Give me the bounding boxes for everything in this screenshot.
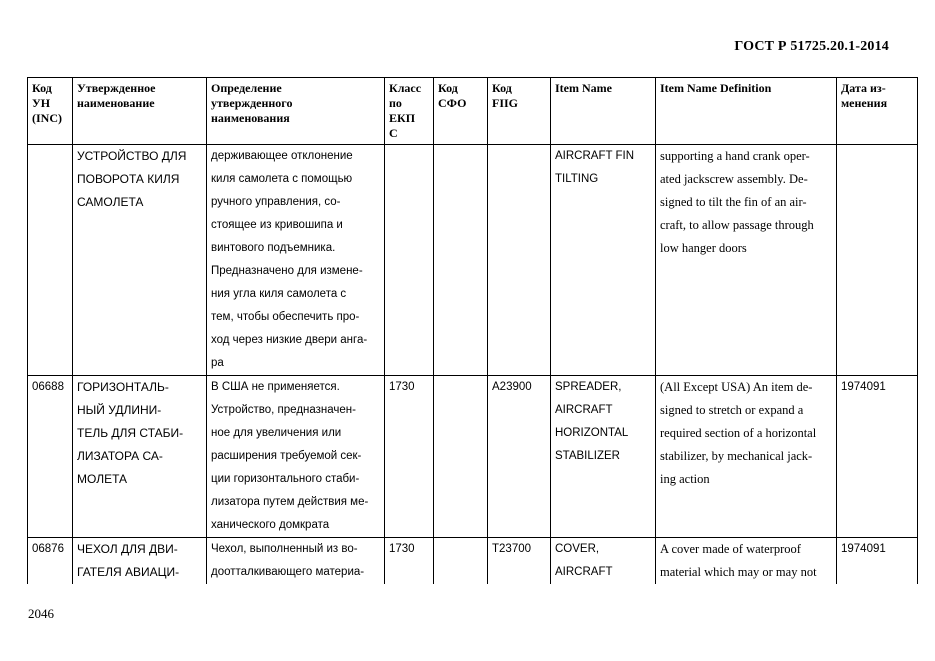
- header-text-line: Класс: [389, 81, 422, 95]
- cell-approved-name: [73, 145, 207, 376]
- cell-class: [385, 145, 434, 376]
- cell-text-line: material which may or may not: [660, 565, 817, 579]
- header-text-line: Код: [438, 81, 458, 95]
- cell-text-line: ханического домкрата: [211, 519, 330, 531]
- cell-text-line: ции горизонтального стаби-: [211, 473, 360, 485]
- cell-item-definition: [656, 538, 837, 585]
- cell-date: [837, 145, 918, 376]
- header-text-line: ЕКП: [389, 111, 416, 125]
- table-row: [28, 538, 918, 585]
- table-header-row: [28, 78, 918, 145]
- cell-text-line: УСТРОЙСТВО ДЛЯ: [77, 149, 187, 163]
- col-sfo-header: [434, 78, 488, 145]
- header-text-line: Код: [32, 81, 52, 95]
- catalog-table: [27, 77, 918, 584]
- cell-item-definition: [656, 376, 837, 538]
- cell-text-line: AIRCRAFT FIN: [555, 150, 635, 162]
- header-text-line: наименования: [211, 111, 290, 125]
- cell-text-line: ing action: [660, 472, 710, 486]
- col-date-header: [837, 78, 918, 145]
- cell-text-line: TILTING: [555, 173, 599, 185]
- header-text-line: Item Name Definition: [660, 81, 772, 95]
- cell-text-line: ГОРИЗОНТАЛЬ-: [77, 380, 169, 394]
- cell-text-line: ГАТЕЛЯ АВИАЦИ-: [77, 565, 180, 579]
- header-text-line: утвержденного: [211, 96, 293, 110]
- cell-fiig: [488, 145, 551, 376]
- cell-approved-name: [73, 376, 207, 538]
- col-name-header: [73, 78, 207, 145]
- cell-text-line: HORIZONTAL: [555, 427, 629, 439]
- cell-text-line: stabilizer, by mechanical jack-: [660, 449, 813, 463]
- cell-text-line: Устройство, предназначен-: [211, 404, 356, 416]
- cell-item-name: [551, 538, 656, 585]
- cell-definition: [207, 538, 385, 585]
- cell-text-line: craft, to allow passage through: [660, 218, 814, 232]
- header-text-line: Код: [492, 81, 512, 95]
- cell-text-line: signed to stretch or expand a: [660, 403, 804, 417]
- header-text-line: Дата из-: [841, 81, 886, 95]
- cell-text-line: (All Except USA) An item de-: [660, 380, 813, 394]
- col-fiig-header: [488, 78, 551, 145]
- cell-definition: [207, 376, 385, 538]
- cell-text-line: ное для увеличения или: [211, 427, 342, 439]
- cell-sfo: [434, 145, 488, 376]
- cell-text-line: A cover made of waterproof: [660, 542, 801, 556]
- cell-inc: 06876: [28, 538, 73, 585]
- cell-text-line: AIRCRAFT: [555, 566, 613, 578]
- cell-text-line: COVER,: [555, 543, 600, 555]
- cell-text-line: лизатора путем действия ме-: [211, 496, 369, 508]
- cell-class: 1730: [385, 538, 434, 585]
- table-row: [28, 145, 918, 376]
- cell-text-line: ход через низкие двери анга-: [211, 334, 368, 346]
- cell-sfo: [434, 376, 488, 538]
- cell-item-definition: [656, 145, 837, 376]
- cell-fiig: T23700: [488, 538, 551, 585]
- cell-text-line: ТЕЛЬ ДЛЯ СТАБИ-: [77, 426, 184, 440]
- cell-text-line: signed to tilt the fin of an air-: [660, 195, 807, 209]
- cell-text-line: ЛИЗАТОРА СА-: [77, 449, 163, 463]
- col-item-definition-header: [656, 78, 837, 145]
- header-text-line: (INC): [32, 111, 62, 125]
- cell-inc: 06688: [28, 376, 73, 538]
- cell-text-line: В США не применяется.: [211, 381, 340, 393]
- cell-fiig: A23900: [488, 376, 551, 538]
- cell-text-line: держивающее отклонение: [211, 150, 353, 162]
- cell-text-line: САМОЛЕТА: [77, 195, 144, 209]
- table-row: [28, 376, 918, 538]
- cell-text-line: расширения требуемой сек-: [211, 450, 362, 462]
- cell-text-line: винтового подъемника.: [211, 242, 336, 254]
- cell-date: 1974091: [837, 538, 918, 585]
- cell-approved-name: [73, 538, 207, 585]
- cell-text-line: доотталкивающего материа-: [211, 566, 365, 578]
- cell-text-line: ated jackscrew assembly. De-: [660, 172, 808, 186]
- header-text-line: Утвержденное: [77, 81, 156, 95]
- header-text-line: Определение: [211, 81, 282, 95]
- cell-class: 1730: [385, 376, 434, 538]
- header-text-line: Item Name: [555, 81, 612, 95]
- header-text-line: FIIG: [492, 96, 519, 110]
- cell-text-line: ЧЕХОЛ ДЛЯ ДВИ-: [77, 542, 178, 556]
- cell-text-line: Чехол, выполненный из во-: [211, 543, 358, 555]
- document-title: ГОСТ Р 51725.20.1-2014: [734, 39, 889, 54]
- cell-text-line: ПОВОРОТА КИЛЯ: [77, 172, 180, 186]
- header-text-line: менения: [841, 96, 888, 110]
- cell-text-line: ручного управления, со-: [211, 196, 341, 208]
- col-class-header: [385, 78, 434, 145]
- cell-item-name: [551, 145, 656, 376]
- header-text-line: наименование: [77, 96, 155, 110]
- cell-text-line: ра: [211, 357, 224, 369]
- cell-text-line: Предназначено для измене-: [211, 265, 363, 277]
- cell-text-line: required section of a horizontal: [660, 426, 817, 440]
- cell-text-line: ния угла киля самолета с: [211, 288, 347, 300]
- cell-text-line: SPREADER,: [555, 381, 622, 393]
- header-text-line: С: [389, 126, 398, 140]
- cell-text-line: STABILIZER: [555, 450, 620, 462]
- header-text-line: по: [389, 96, 402, 110]
- cell-date: 1974091: [837, 376, 918, 538]
- cell-text-line: AIRCRAFT: [555, 404, 613, 416]
- cell-text-line: НЫЙ УДЛИНИ-: [77, 403, 162, 417]
- cell-text-line: low hanger doors: [660, 241, 747, 255]
- cell-definition: [207, 145, 385, 376]
- cell-text-line: МОЛЕТА: [77, 472, 128, 486]
- col-definition-header: [207, 78, 385, 145]
- cell-text-line: киля самолета с помощью: [211, 173, 353, 185]
- header-text-line: СФО: [438, 96, 467, 110]
- cell-item-name: [551, 376, 656, 538]
- cell-text-line: стоящее из кривошипа и: [211, 219, 343, 231]
- col-item-name-header: [551, 78, 656, 145]
- cell-text-line: тем, чтобы обеспечить про-: [211, 311, 360, 323]
- cell-sfo: [434, 538, 488, 585]
- header-text-line: УН: [32, 96, 51, 110]
- col-inc-header: [28, 78, 73, 145]
- cell-text-line: supporting a hand crank oper-: [660, 149, 810, 163]
- cell-inc: [28, 145, 73, 376]
- page-number: 2046: [28, 606, 54, 621]
